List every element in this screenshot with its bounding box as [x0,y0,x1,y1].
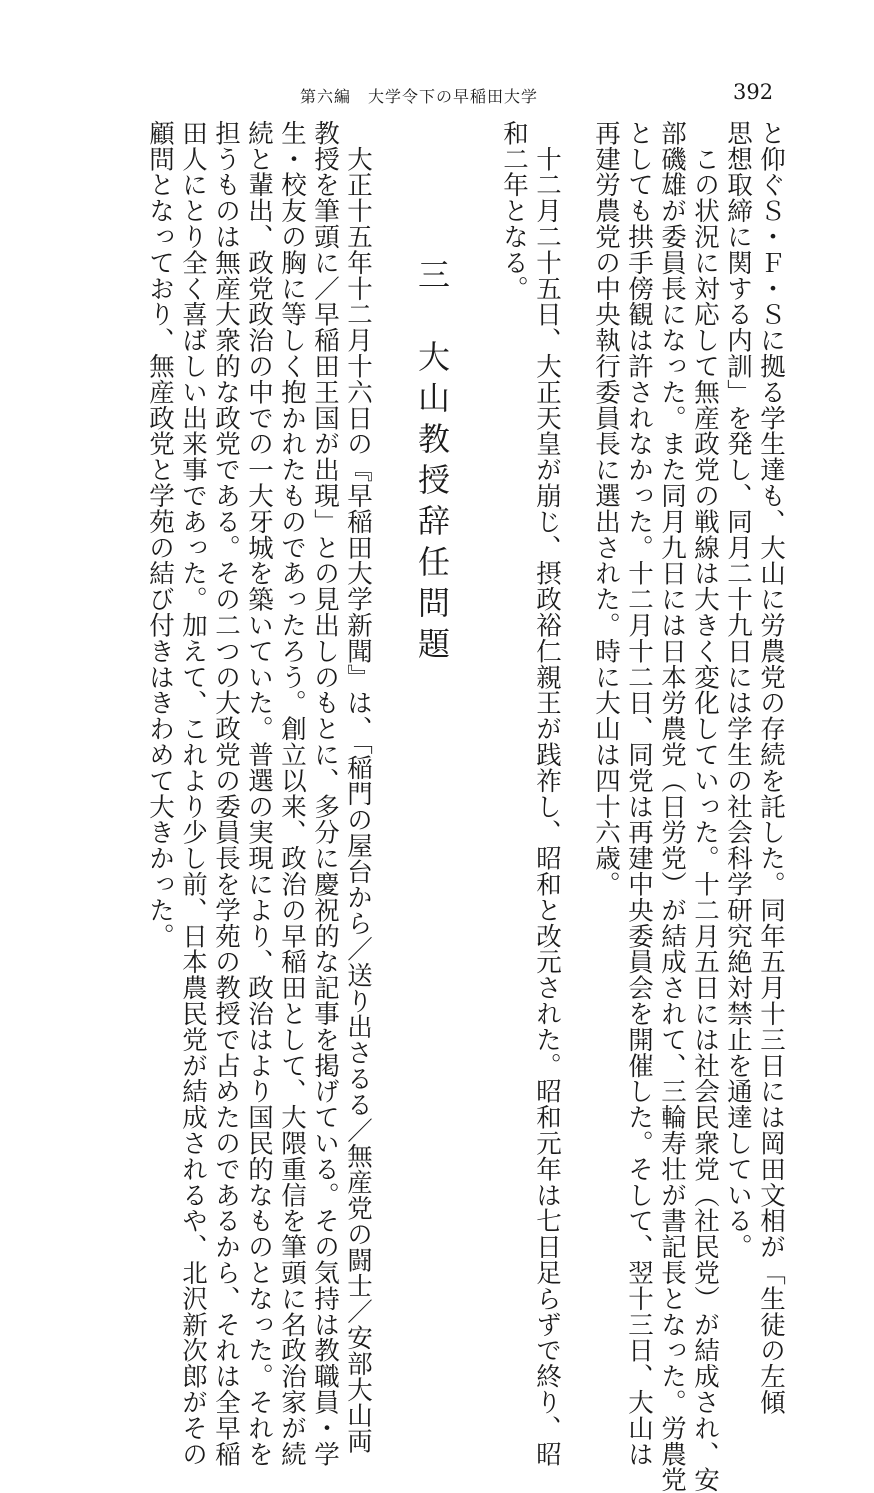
text-line: 思想取締に関する内訓」を発し、同月二十九日には学生の社会科学研究絶対禁止を通達している。 [723,120,753,1260]
running-header: 第六編 大学令下の早稲田大学 [300,87,539,106]
text-line: 顧問となっており、無産政党と学苑の結び付きはきわめて大きかった。 [145,120,175,949]
text-line: 生・校友の胸に等しく抱かれたものであったろう。創立以来、政治の早稲田として、大隈重信を筆頭に名政治家が続 [277,120,307,1467]
text-line: としても拱手傍観は許されなかった。十二月十二日、同党は再建中央委員会を開催した。そして、翌十三日、大山は [624,120,654,1467]
text-line: 担うものは無産大衆的な政党である。その二つの大政党の委員長を学苑の教授で占めたのであるから、それは全早稲 [211,120,241,1467]
page-number: 392 [733,80,774,104]
text-line: 続と輩出、政党政治の中での一大牙城を築いていた。普選の実現により、政治はより国民的なものとなった。それを [244,120,274,1467]
section-title: 三 大山教授辞任問題 [413,258,451,668]
text-line: 大正十五年十二月十六日の『早稲田大学新聞』は、「稲門の屋台から／送り出さるる／無産党の闘士／安部大山両 [343,120,373,1455]
text-line: 十二月二十五日、大正天皇が崩じ、摂政裕仁親王が践祚し、昭和と改元された。昭和元年は七日足らずで終り、昭 [532,120,562,1467]
text-line: この状況に対応して無産政党の戦線は大きく変化していった。十二月五日には社会民衆党（社民党）が結成され、安 [690,120,720,1493]
text-line: 教授を筆頭に／早稲田王国が出現」との見出しのもとに、多分に慶祝的な記事を掲げている。その気持は教職員・学 [310,120,340,1467]
text-line: 再建労農党の中央執行委員長に選出された。時に大山は四十六歳。 [591,120,621,897]
text-line: 部磯雄が委員長になった。また同月九日には日本労農党（日労党）が結成されて、三輪寿壮が書記長となった。労農党 [657,120,687,1493]
text-line: 田人にとり全く喜ばしい出来事であった。加えて、これより少し前、日本農民党が結成されるや、北沢新次郎がその [178,120,208,1467]
text-line: 和二年となる。 [499,120,529,302]
text-line: と仰ぐＳ・Ｆ・Ｓに拠る学生達も、大山に労農党の存続を託した。同年五月十三日には岡田文相が「生徒の左傾 [756,120,786,1415]
